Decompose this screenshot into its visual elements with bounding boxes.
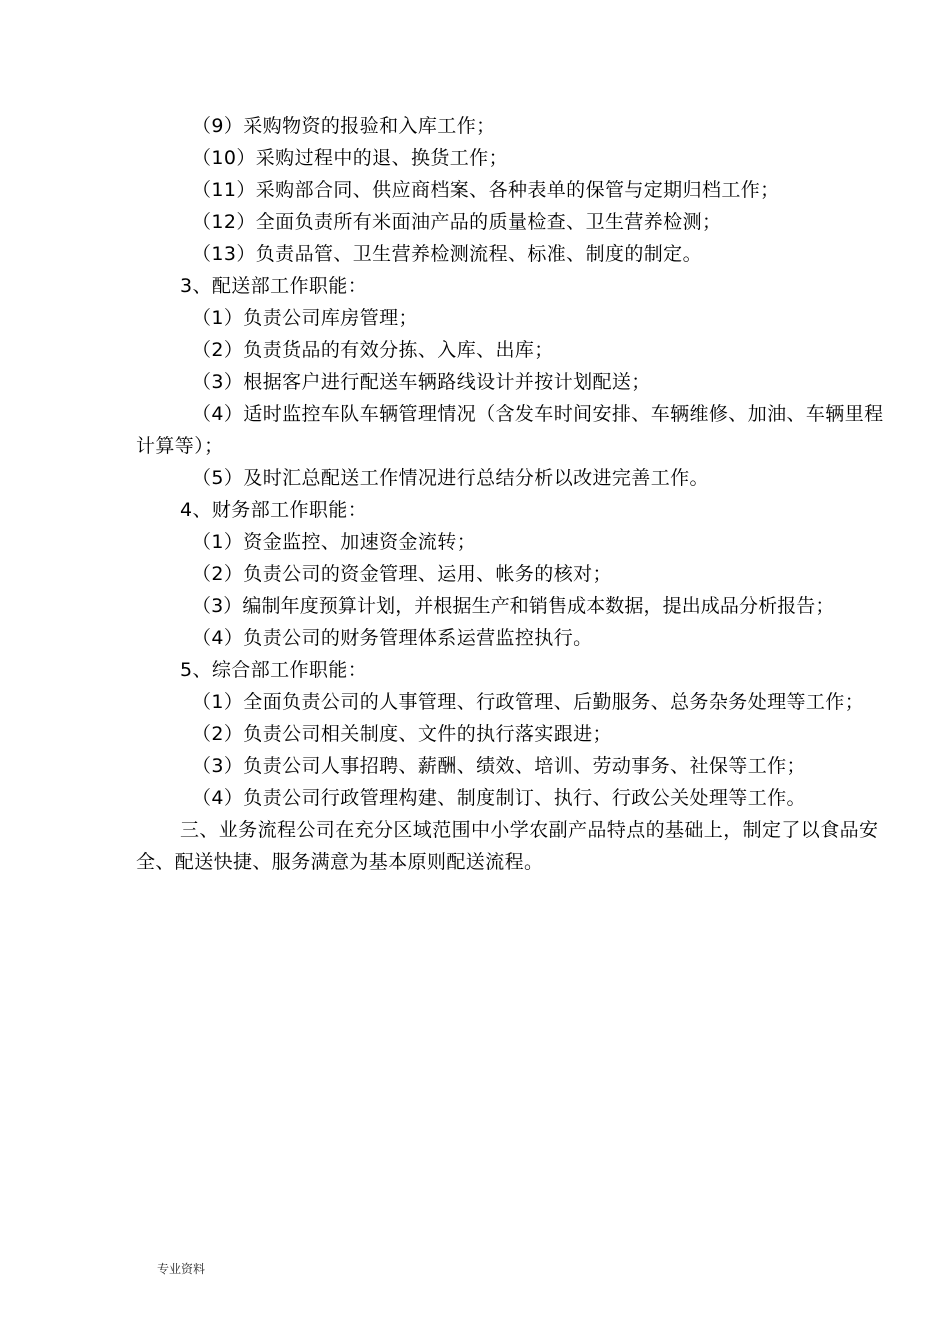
page-footer: 专业资料 (157, 1262, 206, 1276)
list-item: （1）负责公司库房管理； (192, 307, 418, 329)
list-item: （10）采购过程中的退、换货工作； (192, 147, 508, 169)
document-body (136, 110, 888, 878)
list-item: （9）采购物资的报验和入库工作； (192, 115, 496, 137)
list-item: （2）负责货品的有效分拣、入库、出库； (192, 339, 554, 361)
list-item: （2）负责公司的资金管理、运用、帐务的核对； (192, 563, 612, 585)
section-heading: 5、综合部工作职能： (180, 659, 368, 681)
list-item: （3）编制年度预算计划，并根据生产和销售成本数据，提出成品分析报告； (192, 595, 835, 617)
list-item: （1）资金监控、加速资金流转； (192, 531, 477, 553)
list-item: （4）负责公司的财务管理体系运营监控执行。 (192, 627, 593, 649)
list-item: （4）负责公司行政管理构建、制度制订、执行、行政公关处理等工作。 (192, 787, 806, 809)
list-item: （1）全面负责公司的人事管理、行政管理、后勤服务、总务杂务处理等工作； (192, 691, 865, 713)
paragraph: 三、业务流程公司在充分区域范围中小学农副产品特点的基础上，制定了以食品安全、配送快捷、服务满意为基本原则配送流程。 (136, 819, 879, 873)
list-item: （3）负责公司人事招聘、薪酬、绩效、培训、劳动事务、社保等工作； (192, 755, 806, 777)
list-item: （5）及时汇总配送工作情况进行总结分析以改进完善工作。 (192, 467, 709, 489)
list-item: （3）根据客户进行配送车辆路线设计并按计划配送； (192, 371, 651, 393)
section-heading: 3、配送部工作职能： (180, 275, 368, 297)
list-item: （4）适时监控车队车辆管理情况（含发车时间安排、车辆维修、加油、车辆里程计算等）； (136, 403, 884, 457)
list-item: （11）采购部合同、供应商档案、各种表单的保管与定期归档工作； (192, 179, 780, 201)
section-heading: 4、财务部工作职能： (180, 499, 368, 521)
list-item: （2）负责公司相关制度、文件的执行落实跟进； (192, 723, 612, 745)
list-item: （12）全面负责所有米面油产品的质量检查、卫生营养检测； (192, 211, 722, 233)
list-item: （13）负责品管、卫生营养检测流程、标准、制度的制定。 (192, 243, 702, 265)
